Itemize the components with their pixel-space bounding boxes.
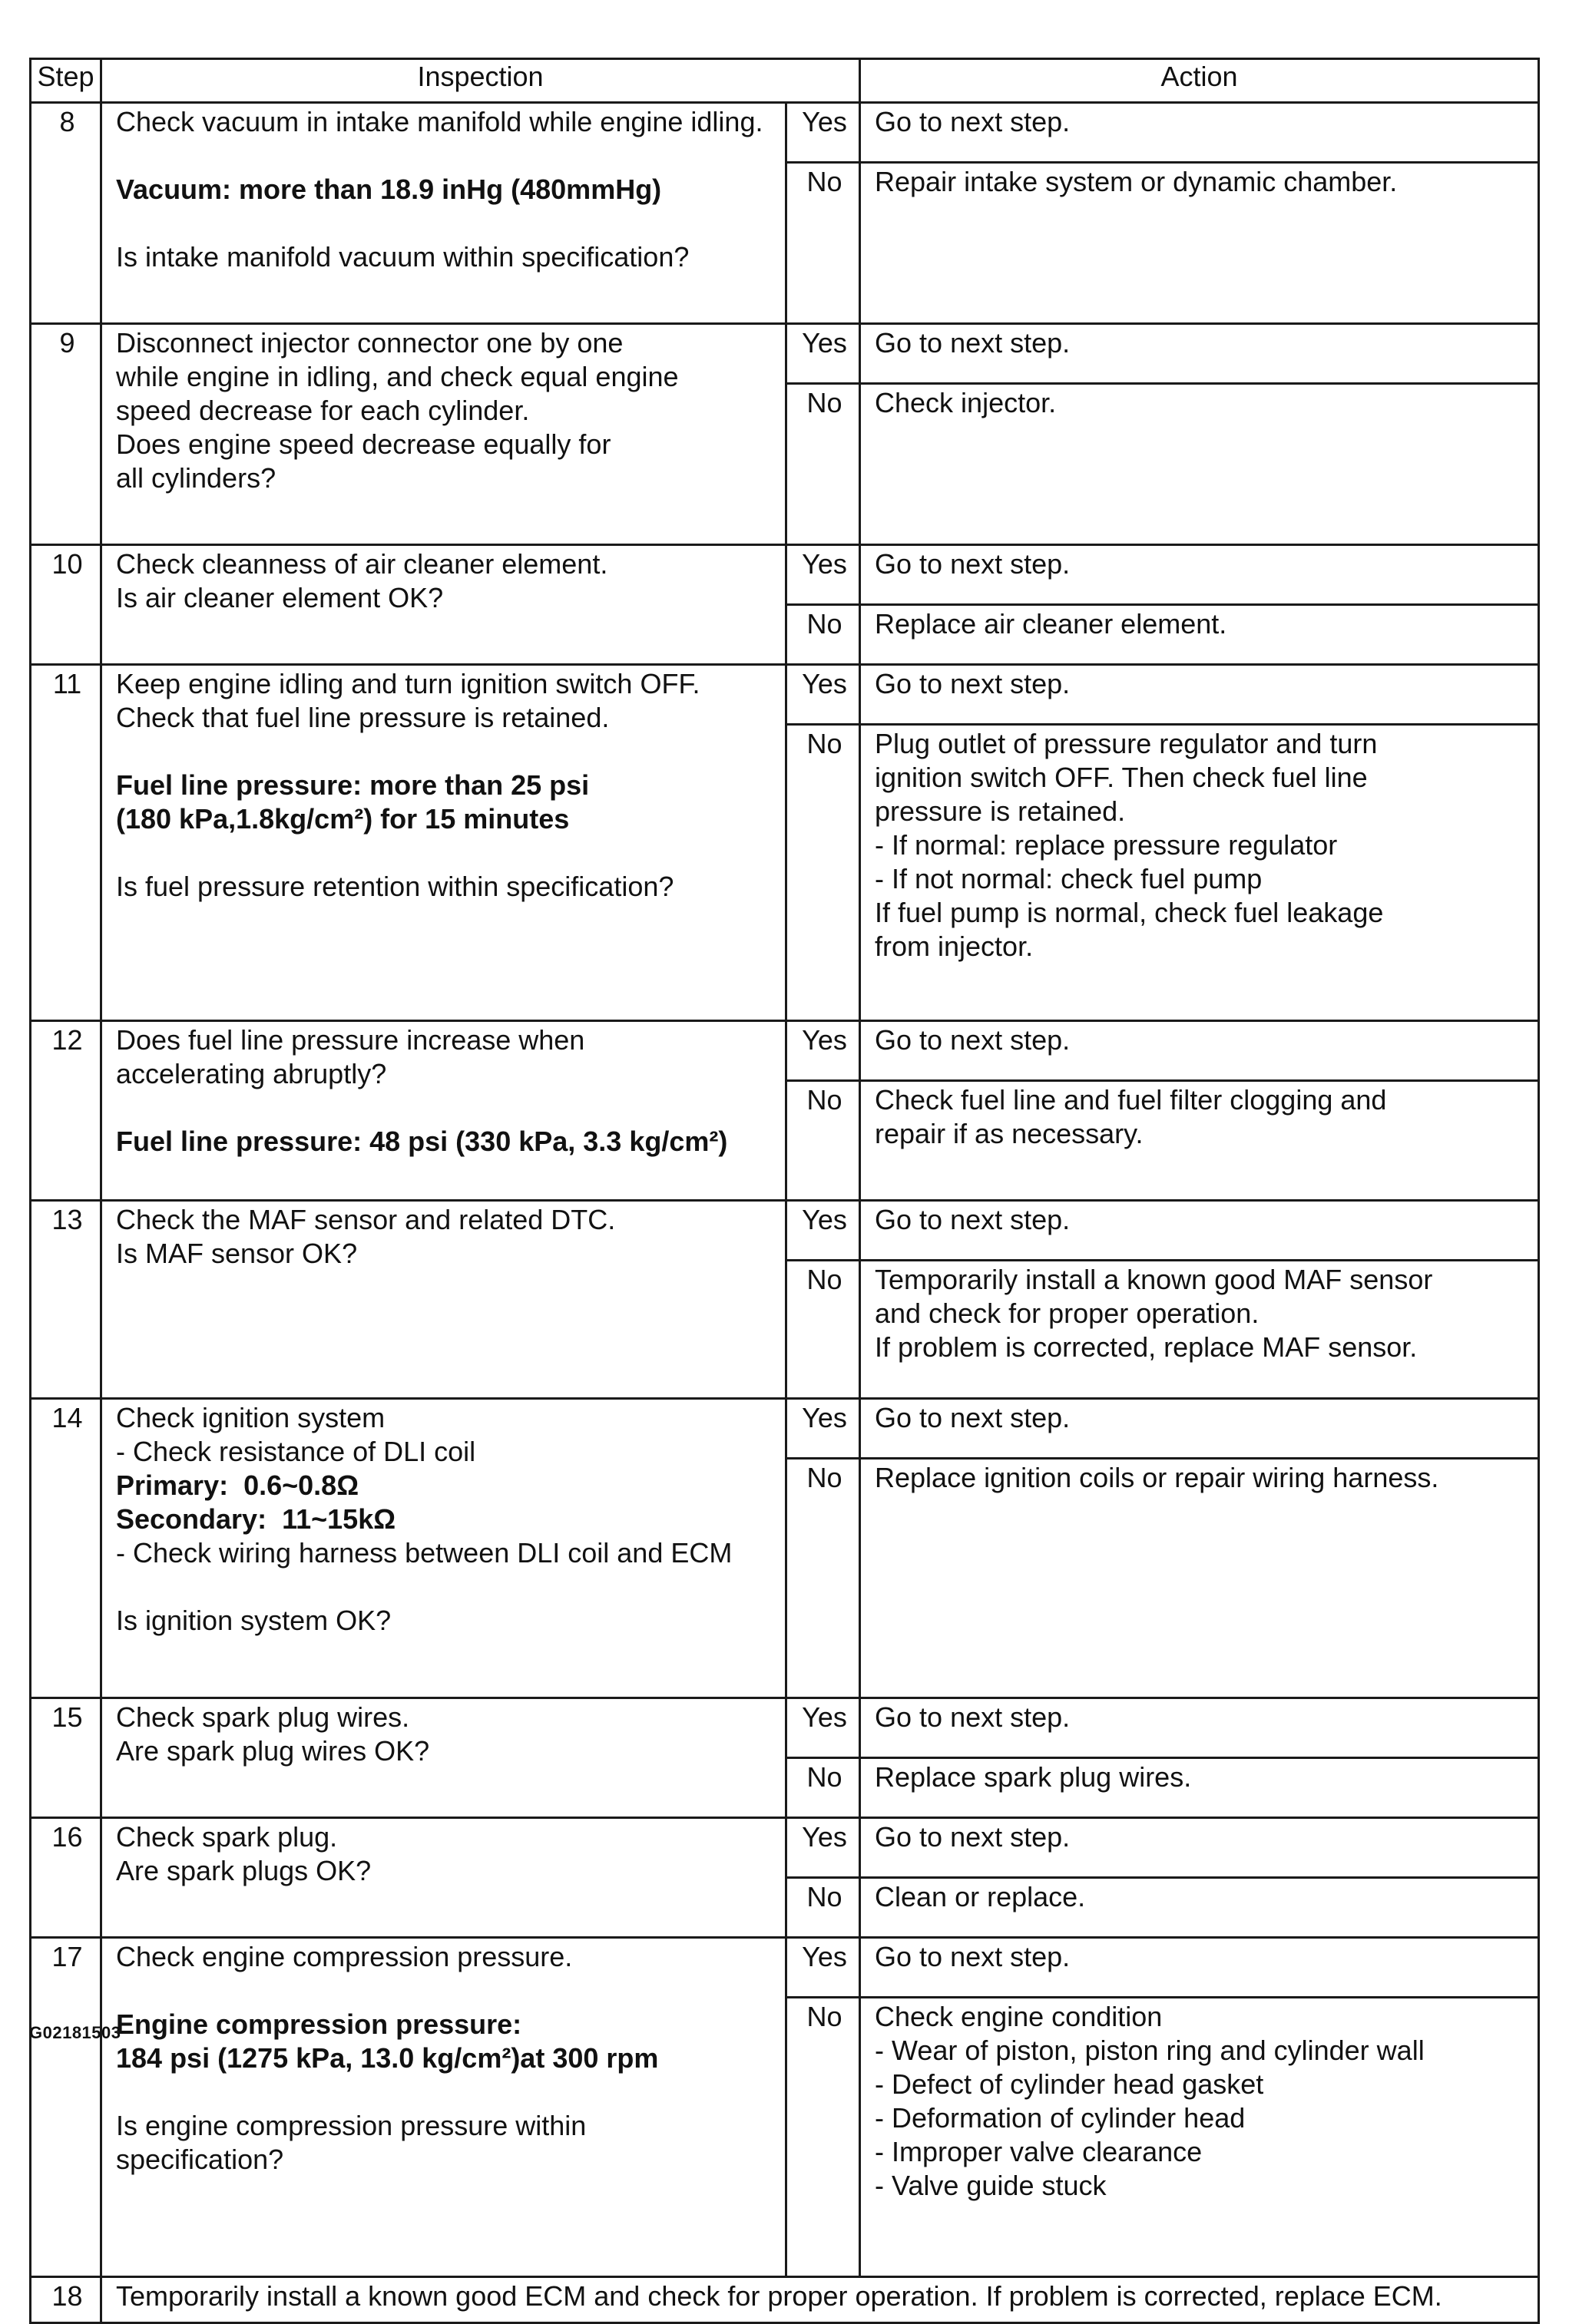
- inspection-text: Check vacuum in intake manifold while engine idling.: [116, 106, 763, 137]
- step-number: 12: [31, 1021, 101, 1201]
- no-label: No: [786, 605, 860, 665]
- action-text: ignition switch OFF. Then check fuel line: [875, 762, 1368, 793]
- inspection-text: Is air cleaner element OK?: [116, 582, 444, 613]
- inspection-cell: [101, 1201, 786, 1399]
- inspection-text: Is intake manifold vacuum within specification?: [116, 241, 690, 273]
- step-number: 18: [31, 2277, 101, 2323]
- action-text: If problem is corrected, replace MAF sensor.: [875, 1331, 1418, 1363]
- no-action: [860, 605, 1539, 665]
- inspection-text: Are spark plugs OK?: [116, 1855, 372, 1886]
- inspection-cell: [101, 1698, 786, 1818]
- action-text: Go to next step.: [875, 1204, 1071, 1235]
- specification-text: Fuel line pressure: more than 25 psi: [116, 769, 590, 801]
- yes-action: [860, 1201, 1539, 1261]
- inspection-text: Check spark plug wires.: [116, 1701, 410, 1733]
- action-text: Go to next step.: [875, 1941, 1071, 1972]
- table-row: [31, 1201, 1539, 1261]
- no-action: [860, 1261, 1539, 1399]
- no-action: [860, 384, 1539, 545]
- action-text: Go to next step.: [875, 327, 1071, 359]
- yes-action: [860, 103, 1539, 163]
- step-number: 8: [31, 103, 101, 324]
- yes-action: [860, 1818, 1539, 1878]
- inspection-text: Is engine compression pressure within: [116, 2110, 587, 2141]
- no-action: [860, 1878, 1539, 1938]
- action-text: repair if as necessary.: [875, 1118, 1144, 1149]
- step-number: 13: [31, 1201, 101, 1399]
- table-row: [31, 1698, 1539, 1758]
- action-text: - Improper valve clearance: [875, 2136, 1203, 2167]
- inspection-text: Does fuel line pressure increase when: [116, 1024, 585, 1056]
- specification-text: (180 kPa,1.8kg/cm²) for 15 minutes: [116, 803, 570, 835]
- inspection-cell: [101, 1938, 786, 2277]
- yes-label: Yes: [786, 1201, 860, 1261]
- inspection-text: Check spark plug.: [116, 1821, 338, 1853]
- no-action: [860, 1758, 1539, 1818]
- yes-action: [860, 665, 1539, 725]
- yes-label: Yes: [786, 1698, 860, 1758]
- no-action: [860, 1081, 1539, 1201]
- specification-text: Primary: 0.6~0.8Ω: [116, 1469, 359, 1501]
- inspection-text: Check engine compression pressure.: [116, 1941, 573, 1972]
- step-number: 15: [31, 1698, 101, 1818]
- step-number: 10: [31, 545, 101, 665]
- step-number: 11: [31, 665, 101, 1021]
- action-text: Go to next step.: [875, 106, 1071, 137]
- step-number: 9: [31, 324, 101, 545]
- inspection-cell: [101, 665, 786, 1021]
- inspection-text: Is fuel pressure retention within specification?: [116, 871, 674, 902]
- no-label: No: [786, 1459, 860, 1698]
- action-text: Go to next step.: [875, 1701, 1071, 1733]
- action-text: Go to next step.: [875, 1024, 1071, 1056]
- yes-action: [860, 1021, 1539, 1081]
- action-text: If fuel pump is normal, check fuel leakage: [875, 897, 1384, 928]
- inspection-text: Check the MAF sensor and related DTC.: [116, 1204, 616, 1235]
- line-gap: [116, 836, 774, 870]
- yes-label: Yes: [786, 324, 860, 384]
- specification-text: Secondary: 11~15kΩ: [116, 1503, 396, 1535]
- no-action: [860, 163, 1539, 324]
- action-text: Clean or replace.: [875, 1881, 1086, 1912]
- action-text: from injector.: [875, 931, 1034, 962]
- final-action-text: Temporarily install a known good ECM and check for proper operation. If problem is corrected, replace ECM.: [101, 2277, 1539, 2323]
- inspection-text: Keep engine idling and turn ignition switch OFF.: [116, 668, 700, 699]
- action-text: - Deformation of cylinder head: [875, 2102, 1246, 2134]
- diagnostic-table: [29, 58, 1540, 2324]
- inspection-cell: [101, 324, 786, 545]
- no-label: No: [786, 1998, 860, 2277]
- no-label: No: [786, 1758, 860, 1818]
- line-gap: [116, 1974, 774, 2008]
- yes-action: [860, 545, 1539, 605]
- step-number: 17: [31, 1938, 101, 2277]
- line-gap: [116, 735, 774, 769]
- specification-text: Fuel line pressure: 48 psi (330 kPa, 3.3 kg/cm²): [116, 1126, 728, 1157]
- action-text: Go to next step.: [875, 1402, 1071, 1433]
- yes-label: Yes: [786, 665, 860, 725]
- yes-action: [860, 1698, 1539, 1758]
- yes-action: [860, 324, 1539, 384]
- line-gap: [116, 1570, 774, 1604]
- yes-label: Yes: [786, 545, 860, 605]
- inspection-text: Is ignition system OK?: [116, 1605, 392, 1636]
- action-text: - If not normal: check fuel pump: [875, 863, 1263, 894]
- yes-label: Yes: [786, 1938, 860, 1998]
- inspection-text: accelerating abruptly?: [116, 1058, 387, 1089]
- line-gap: [116, 139, 774, 173]
- yes-action: [860, 1938, 1539, 1998]
- table-row: [31, 1021, 1539, 1081]
- inspection-text: Check ignition system: [116, 1402, 386, 1433]
- no-label: No: [786, 1878, 860, 1938]
- inspection-text: Are spark plug wires OK?: [116, 1735, 430, 1767]
- table-body: [31, 103, 1539, 2323]
- inspection-cell: [101, 1818, 786, 1938]
- inspection-text: - Check resistance of DLI coil: [116, 1436, 476, 1467]
- header-step: Step: [31, 59, 101, 103]
- line-gap: [116, 207, 774, 240]
- action-text: Repair intake system or dynamic chamber.: [875, 166, 1398, 197]
- inspection-text: Is MAF sensor OK?: [116, 1238, 358, 1269]
- header-action: Action: [860, 59, 1539, 103]
- figure-id: G02181503: [29, 2023, 121, 2042]
- no-action: [860, 1459, 1539, 1698]
- no-action: [860, 725, 1539, 1021]
- action-text: and check for proper operation.: [875, 1298, 1260, 1329]
- table-row: [31, 545, 1539, 605]
- table-row: [31, 1818, 1539, 1878]
- action-text: - Defect of cylinder head gasket: [875, 2068, 1264, 2100]
- inspection-cell: [101, 103, 786, 324]
- yes-label: Yes: [786, 1021, 860, 1081]
- yes-label: Yes: [786, 1818, 860, 1878]
- action-text: Plug outlet of pressure regulator and turn: [875, 728, 1378, 759]
- no-label: No: [786, 725, 860, 1021]
- action-text: Check fuel line and fuel filter clogging and: [875, 1084, 1387, 1116]
- specification-text: Vacuum: more than 18.9 inHg (480mmHg): [116, 174, 662, 205]
- inspection-cell: [101, 1399, 786, 1698]
- table-row: [31, 1399, 1539, 1459]
- table-row: [31, 103, 1539, 163]
- inspection-text: Check cleanness of air cleaner element.: [116, 548, 608, 580]
- specification-text: 184 psi (1275 kPa, 13.0 kg/cm²)at 300 rpm: [116, 2042, 659, 2074]
- table-row: [31, 324, 1539, 384]
- header-inspection: Inspection: [101, 59, 860, 103]
- inspection-text: Check that fuel line pressure is retained.: [116, 702, 610, 733]
- table-header-row: [31, 59, 1539, 103]
- inspection-text: Disconnect injector connector one by one: [116, 327, 624, 359]
- step-number: 16: [31, 1818, 101, 1938]
- table-row: [31, 665, 1539, 725]
- inspection-text: speed decrease for each cylinder.: [116, 395, 530, 426]
- no-label: No: [786, 1081, 860, 1201]
- action-text: pressure is retained.: [875, 795, 1126, 827]
- yes-label: Yes: [786, 103, 860, 163]
- step-number: 14: [31, 1399, 101, 1698]
- action-text: Go to next step.: [875, 1821, 1071, 1853]
- action-text: Go to next step.: [875, 668, 1071, 699]
- yes-label: Yes: [786, 1399, 860, 1459]
- table-row: [31, 1938, 1539, 1998]
- line-gap: [116, 1091, 774, 1125]
- action-text: Temporarily install a known good MAF sensor: [875, 1264, 1433, 1295]
- action-text: Replace spark plug wires.: [875, 1761, 1192, 1793]
- action-text: Check injector.: [875, 387, 1057, 418]
- inspection-text: all cylinders?: [116, 462, 276, 494]
- line-gap: [116, 2075, 774, 2109]
- action-text: Check engine condition: [875, 2001, 1163, 2032]
- action-text: - Wear of piston, piston ring and cylinder wall: [875, 2035, 1425, 2066]
- table-row-final: [31, 2277, 1539, 2323]
- no-label: No: [786, 163, 860, 324]
- no-label: No: [786, 384, 860, 545]
- action-text: - If normal: replace pressure regulator: [875, 829, 1338, 861]
- no-label: No: [786, 1261, 860, 1399]
- inspection-text: - Check wiring harness between DLI coil and ECM: [116, 1537, 733, 1569]
- inspection-text: while engine in idling, and check equal engine: [116, 361, 679, 392]
- inspection-text: specification?: [116, 2144, 284, 2175]
- inspection-text: Does engine speed decrease equally for: [116, 428, 611, 460]
- action-text: Go to next step.: [875, 548, 1071, 580]
- specification-text: Engine compression pressure:: [116, 2008, 522, 2040]
- inspection-cell: [101, 1021, 786, 1201]
- action-text: Replace ignition coils or repair wiring harness.: [875, 1462, 1439, 1493]
- no-action: [860, 1998, 1539, 2277]
- action-text: - Valve guide stuck: [875, 2170, 1107, 2201]
- action-text: Replace air cleaner element.: [875, 608, 1227, 640]
- inspection-cell: [101, 545, 786, 665]
- yes-action: [860, 1399, 1539, 1459]
